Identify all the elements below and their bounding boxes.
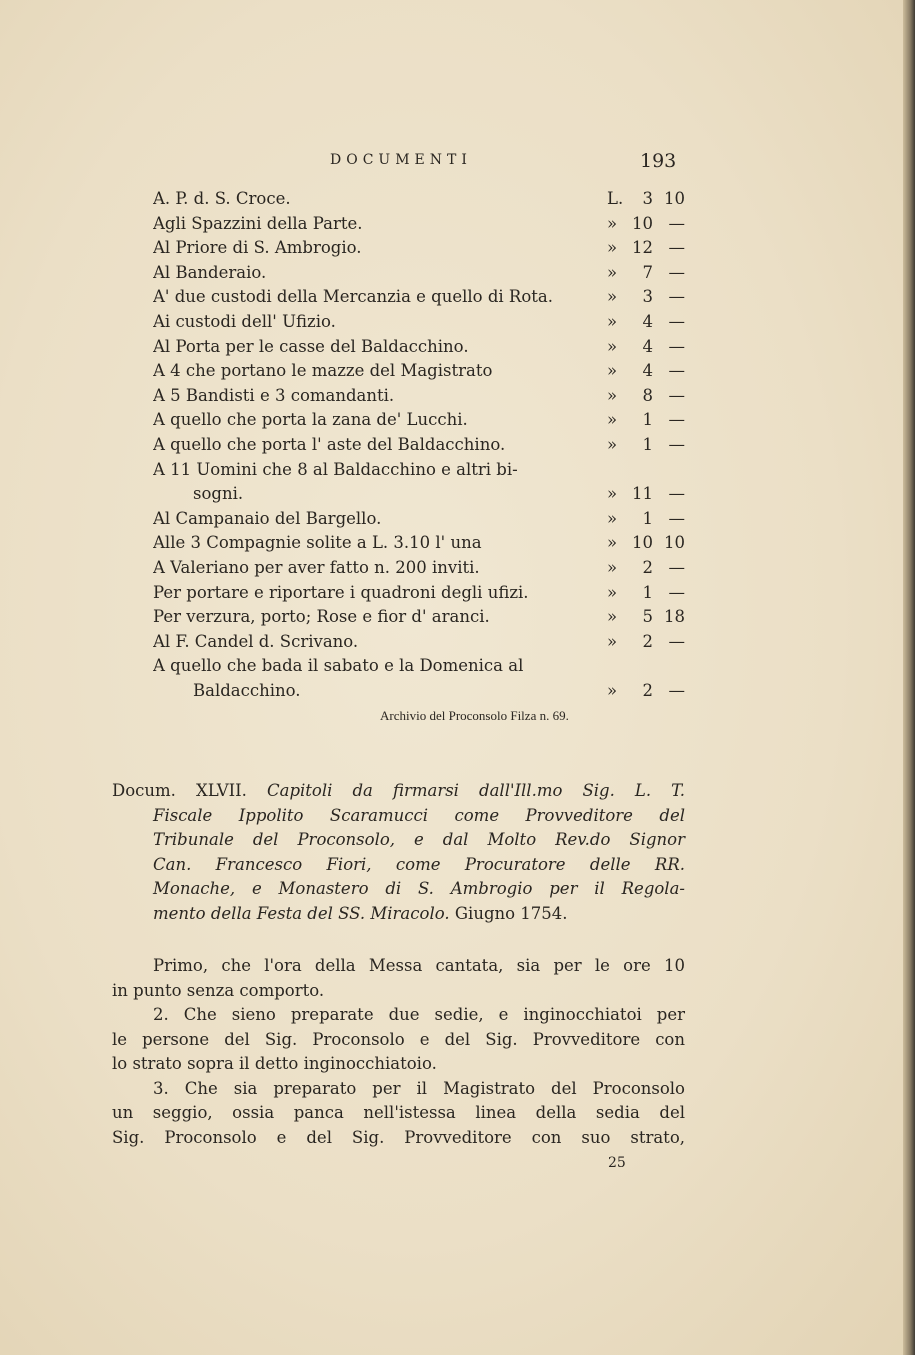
- ledger-row: [153, 531, 685, 556]
- ledger-currency: »: [607, 336, 618, 356]
- ledger-currency: L.: [607, 189, 624, 208]
- ledger-row: [153, 507, 685, 532]
- ledger-item-text: A Valeriano per aver fatto n. 200 inviti.: [153, 557, 480, 577]
- ledger-currency: »: [607, 311, 618, 331]
- ledger-lire: 3: [642, 287, 653, 307]
- paragraph-line: 3. Che sia preparato per il Magistrato del Proconsolo: [153, 1078, 685, 1098]
- ledger-lire: 1: [642, 434, 653, 454]
- ledger-lire: 2: [642, 631, 653, 651]
- ledger-row: [153, 433, 685, 458]
- ledger-row: [153, 261, 685, 286]
- signature-mark: 25: [608, 1155, 626, 1171]
- ledger-lire: 2: [642, 680, 653, 700]
- ledger-item-text: Al Porta per le casse del Baldacchino.: [153, 336, 469, 356]
- document-title-text: Monache, e Monastero di S. Ambrogio per il Regola-: [153, 879, 685, 898]
- ledger-soldi: —: [668, 361, 685, 381]
- source-note: Archivio del Proconsolo Filza n. 69.: [380, 708, 569, 723]
- ledger-currency: »: [607, 262, 618, 282]
- ledger-lire: 12: [632, 238, 653, 258]
- ledger-lire: 1: [642, 410, 653, 430]
- ledger-soldi: —: [668, 680, 685, 700]
- ledger-lire: 7: [642, 262, 653, 282]
- ledger-lire: 1: [642, 508, 653, 528]
- ledger-soldi: 10: [664, 189, 685, 208]
- ledger-currency: [607, 458, 631, 483]
- ledger-item-text: Al Campanaio del Bargello.: [153, 508, 382, 528]
- ledger-row: [153, 654, 685, 679]
- ledger-soldi: —: [668, 213, 685, 233]
- ledger-currency: »: [607, 238, 618, 258]
- ledger-row: [153, 482, 685, 507]
- ledger-soldi: —: [668, 336, 685, 356]
- document-title-text: Fiscale Ippolito Scaramucci come Provveditore del: [153, 805, 685, 825]
- ledger-currency: »: [607, 385, 618, 405]
- ledger-soldi: —: [668, 557, 685, 577]
- ledger-item-text: sogni.: [193, 484, 244, 504]
- document-body: [112, 954, 685, 1150]
- ledger-row: [153, 605, 685, 630]
- heading-line: [112, 828, 685, 853]
- ledger-item-text: Al Priore di S. Ambrogio.: [153, 238, 362, 258]
- ledger-row: [153, 310, 685, 335]
- ledger-currency: »: [607, 434, 618, 454]
- paragraph-line: un seggio, ossia panca nell'istessa linea della sedia del: [112, 1103, 685, 1122]
- ledger-item-text: Alle 3 Compagnie solite a L. 3.10 l' una: [153, 533, 482, 553]
- ledger-row: [153, 408, 685, 433]
- ledger-currency: »: [607, 213, 618, 233]
- ledger-soldi: 10: [664, 533, 685, 553]
- document-label: Docum. XLVII.: [112, 781, 247, 800]
- ledger-currency: »: [607, 582, 618, 602]
- ledger-lire: 4: [642, 361, 653, 381]
- ledger-soldi: [653, 458, 685, 483]
- ledger-soldi: —: [668, 311, 685, 331]
- paragraph-line: in punto senza comporto.: [112, 980, 325, 1000]
- ledger-row: [153, 335, 685, 360]
- ledger-item-text: A. P. d. S. Croce.: [153, 189, 291, 208]
- heading-line: [112, 779, 685, 804]
- ledger-currency: »: [607, 533, 618, 553]
- document-date: Giugno 1754.: [454, 903, 568, 923]
- ledger-item-text: Ai custodi dell' Ufizio.: [153, 311, 336, 331]
- ledger-soldi: —: [668, 434, 685, 454]
- ledger-item-text: A quello che porta l' aste del Baldacchino.: [153, 434, 506, 454]
- ledger-row: [153, 285, 685, 310]
- ledger-soldi: —: [668, 484, 685, 504]
- heading-line: [112, 902, 685, 927]
- ledger-currency: »: [607, 361, 618, 381]
- ledger-soldi: —: [668, 262, 685, 282]
- ledger-item-text: Baldacchino.: [193, 680, 301, 700]
- ledger-currency: »: [607, 508, 618, 528]
- paragraph-line: Primo, che l'ora della Messa cantata, sia per le ore 10: [153, 956, 685, 975]
- document-title-text: mento della Festa del SS. Miracolo.: [153, 903, 450, 923]
- paragraph-line: lo strato sopra il detto inginocchiatoio.: [112, 1054, 437, 1073]
- ledger-currency: »: [607, 484, 618, 504]
- ledger-soldi: 18: [664, 607, 685, 627]
- ledger-item-text: Al F. Candel d. Scrivano.: [153, 631, 359, 651]
- ledger-row: [153, 212, 685, 237]
- document-title-text: Can. Francesco Fiori, come Procuratore delle RR.: [153, 854, 685, 874]
- ledger-soldi: —: [668, 410, 685, 430]
- heading-line: [112, 853, 685, 878]
- ledger-currency: »: [607, 607, 618, 627]
- ledger-currency: »: [607, 631, 618, 651]
- ledger-soldi: —: [668, 508, 685, 528]
- ledger-currency: [607, 654, 631, 679]
- ledger-item-text: A 5 Bandisti e 3 comandanti.: [153, 385, 395, 405]
- ledger-currency: »: [607, 410, 618, 430]
- ledger-soldi: —: [668, 631, 685, 651]
- ledger-row: [153, 630, 685, 655]
- ledger-soldi: [653, 654, 685, 679]
- paragraph-line: le persone del Sig. Proconsolo e del Sig. Provveditore con: [112, 1029, 685, 1049]
- ledger-row: [153, 359, 685, 384]
- ledger-row: [153, 679, 685, 704]
- ledger-row: [153, 581, 685, 606]
- ledger-row: [153, 236, 685, 261]
- ledger-row: [153, 384, 685, 409]
- ledger-lire: 4: [642, 311, 653, 331]
- ledger-soldi: —: [668, 238, 685, 258]
- ledger-lire: 11: [632, 484, 653, 504]
- document-heading: [112, 779, 685, 926]
- running-title: DOCUMENTI: [330, 152, 472, 168]
- ledger-soldi: —: [668, 385, 685, 405]
- ledger-item-text: A' due custodi della Mercanzia e quello di Rota.: [153, 287, 553, 307]
- paragraph-line: 2. Che sieno preparate due sedie, e inginocchiatoi per: [153, 1005, 685, 1024]
- ledger-currency: »: [607, 680, 618, 700]
- page-number: 193: [640, 150, 677, 172]
- document-title-text: Tribunale del Proconsolo, e dal Molto Rev.do Signor: [153, 830, 685, 849]
- page-edge: [903, 0, 915, 1355]
- ledger-item-text: Agli Spazzini della Parte.: [153, 213, 363, 233]
- document-title-text: Capitoli da firmarsi dall'Ill.mo Sig. L. T.: [267, 781, 685, 800]
- ledger-lire: 8: [642, 385, 653, 405]
- ledger-lire: 5: [642, 607, 653, 627]
- ledger-item-text: A 4 che portano le mazze del Magistrato: [153, 361, 493, 381]
- ledger-item-text: Al Banderaio.: [153, 262, 267, 282]
- ledger-soldi: —: [668, 287, 685, 307]
- ledger-item-text: A quello che bada il sabato e la Domenica al: [153, 656, 524, 676]
- ledger-item-text: Per verzura, porto; Rose e fior d' aranci.: [153, 607, 490, 627]
- ledger-row: [153, 556, 685, 581]
- ledger-lire: 10: [632, 213, 653, 233]
- ledger-row: [153, 458, 685, 483]
- ledger-lire: 1: [642, 582, 653, 602]
- ledger-item-text: A 11 Uomini che 8 al Baldacchino e altri bi-: [153, 459, 518, 479]
- ledger-item-text: Per portare e riportare i quadroni degli ufizi.: [153, 582, 529, 602]
- ledger-lire: 3: [642, 189, 653, 208]
- ledger-lire: [631, 458, 653, 483]
- ledger-row: [153, 187, 685, 212]
- heading-line: [112, 804, 685, 829]
- ledger-lire: 2: [642, 557, 653, 577]
- ledger-lire: 4: [642, 336, 653, 356]
- ledger-soldi: —: [668, 582, 685, 602]
- ledger-currency: »: [607, 287, 618, 307]
- heading-line: [112, 877, 685, 902]
- ledger-lire: [631, 654, 653, 679]
- paragraph-line: Sig. Proconsolo e del Sig. Provveditore con suo strato,: [112, 1127, 685, 1147]
- ledger-lire: 10: [632, 533, 653, 553]
- ledger-currency: »: [607, 557, 618, 577]
- expense-ledger: [153, 187, 685, 703]
- ledger-item-text: A quello che porta la zana de' Lucchi.: [153, 410, 468, 430]
